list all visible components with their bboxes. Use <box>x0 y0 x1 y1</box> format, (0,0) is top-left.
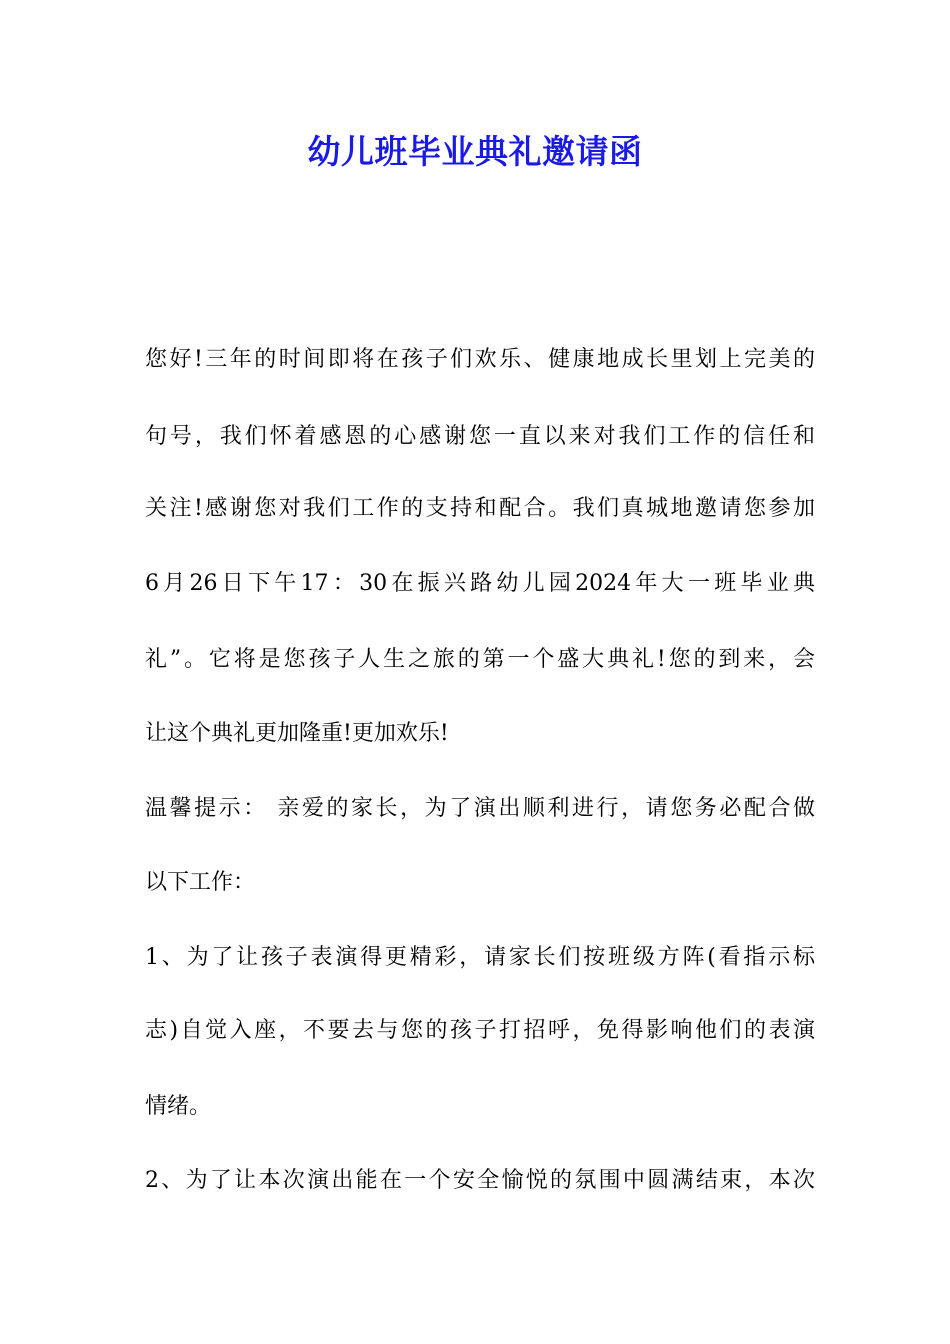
item-1-line-1: 1、为了让孩子表演得更精彩，请家长们按班级方阵(看指示标 <box>145 945 815 970</box>
paragraph-line-3: 关注!感谢您对我们工作的支持和配合。我们真城地邀请您参加 <box>145 496 815 521</box>
paragraph-line-6: 让这个典礼更加隆重!更加欢乐! <box>145 721 449 746</box>
item-1-line-2: 志)自觉入座，不要去与您的孩子打招呼，免得影响他们的表演 <box>145 1018 815 1043</box>
paragraph-line-5: 礼”。它将是您孩子人生之旅的第一个盛大典礼!您的到来，会 <box>145 647 815 672</box>
tip-line-1: 温馨提示： 亲爱的家长，为了演出顺利进行，请您务必配合做 <box>145 796 815 821</box>
document-title: 幼儿班毕业典礼邀请函 <box>307 132 643 171</box>
paragraph-line-4: 6月26日下午17：30在振兴路幼儿园2024年大一班毕业典 <box>145 571 815 596</box>
item-1-line-3: 情绪。 <box>145 1094 212 1119</box>
tip-line-2: 以下工作： <box>145 870 256 895</box>
paragraph-line-1: 您好!三年的时间即将在孩子们欢乐、健康地成长里划上完美的 <box>145 347 815 372</box>
item-2-line-1: 2、为了让本次演出能在一个安全愉悦的氛围中圆满结束，本次 <box>145 1168 815 1193</box>
paragraph-line-2: 句号，我们怀着感恩的心感谢您一直以来对我们工作的信任和 <box>145 424 815 449</box>
